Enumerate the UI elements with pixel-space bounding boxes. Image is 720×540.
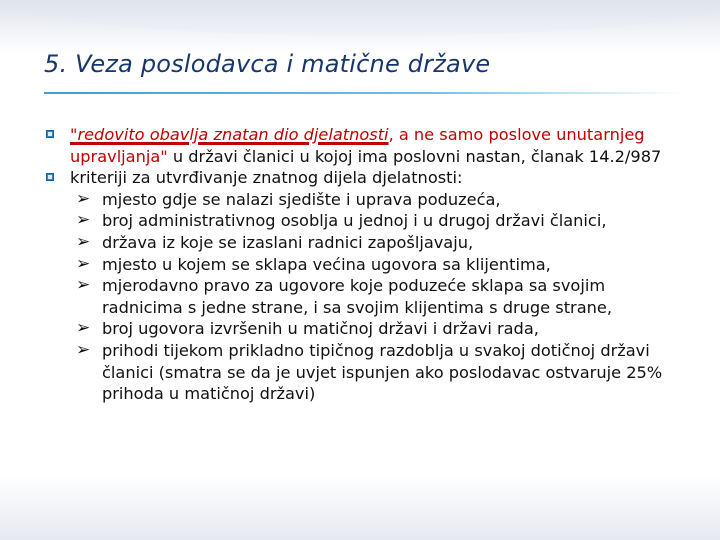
square-bullet-icon [46,173,54,181]
title-underline [44,92,684,94]
criteria-list [44,189,684,405]
bullet-item-criteria [44,167,684,189]
criteria-list-item [44,340,684,405]
bullet-item-definition [44,124,684,167]
slide-title: 5. Veza poslodavca i matične države [44,50,491,78]
criteria-list-item [44,210,684,232]
criteria-list-item [44,275,684,318]
criteria-text: mjerodavno pravo za ugovore koje poduzeće sklapa sa svojim radnicima s jedne strane, i sa svojim klijentima s druge strane, [102,276,612,317]
criteria-text: država iz koje se izaslani radnici zapošljavaju, [102,232,474,252]
criteria-text: mjesto u kojem se sklapa većina ugovora sa klijentima, [102,254,551,274]
criteria-text: mjesto gdje se nalazi sjedište i uprava poduzeća, [102,189,501,209]
arrow-bullet-icon: ➢ [76,188,91,209]
arrow-bullet-icon: ➢ [76,318,91,339]
criteria-text: prihodi tijekom prikladno tipičnog razdoblja u svakoj dotičnoj državi članici (smatra se da je uvjet ispunjen ako poslodavac ostvaruje 25% prihoda u matičnoj državi) [102,340,663,404]
quoted-phrase-tail: , a ne samo poslove unutarnjeg upravljanja" [70,125,645,166]
slide-content [44,124,684,405]
bullet-text: u državi članici u kojoj ima poslovni nastan, članak 14.2/987 [167,146,662,166]
criteria-list-item [44,189,684,211]
arrow-bullet-icon: ➢ [76,275,91,296]
arrow-bullet-icon: ➢ [76,210,91,231]
bullet-text: kriteriji za utvrđivanje znatnog dijela djelatnosti: [70,168,463,188]
criteria-list-item [44,232,684,254]
quoted-phrase: "redovito obavlja znatan dio djelatnosti [70,125,389,144]
arrow-bullet-icon: ➢ [76,253,91,274]
square-bullet-icon [46,130,54,138]
criteria-text: broj ugovora izvršenih u matičnoj državi i državi rada, [102,319,539,339]
arrow-bullet-icon: ➢ [76,339,91,360]
criteria-text: broj administrativnog osoblja u jednoj i u drugoj državi članici, [102,211,607,231]
criteria-list-item [44,254,684,276]
arrow-bullet-icon: ➢ [76,231,91,252]
criteria-list-item [44,318,684,340]
header-decoration [0,0,720,36]
